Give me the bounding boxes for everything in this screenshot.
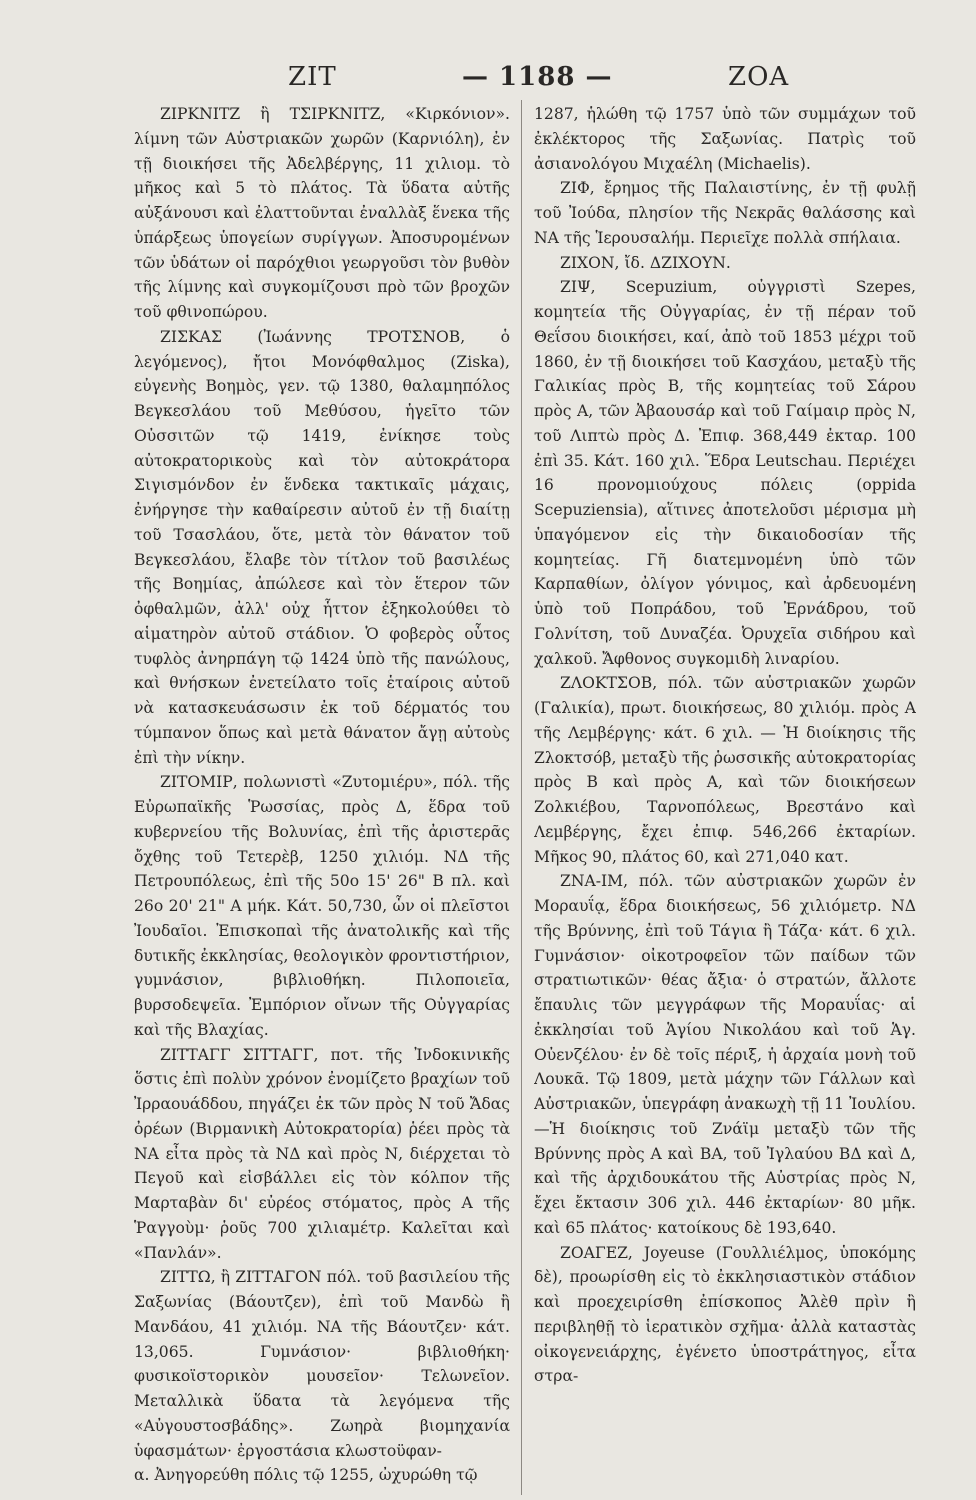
running-head-left: ΖΙΤ (288, 62, 337, 92)
entry-zitto-continued: α. Ἀνηγορεύθη πόλις τῷ 1255, ὠχυρώθη τῷ (134, 1466, 478, 1485)
left-column (134, 102, 510, 1492)
right-column (534, 102, 916, 1492)
entry-zitomir: ΖΙΤΟΜΙΡ, πολωνιστὶ «Ζυτομιέρυ», πόλ. τῆς Εὐρωπαϊκῆς Ῥωσσίας, πρὸς Δ, ἕδρα τοῦ κυβερνείου τῆς Βολυνίας, ἐπὶ τῆς ἀριστερᾶς ὄχθης τοῦ Τετερὲβ, 1250 χιλιόμ. ΝΔ τῆς Πετρουπόλεως, ἐπὶ τῆς 50ο 15' 26" Β πλ. καὶ 26ο 20' 21" Α μήκ. Κάτ. 50,730, ὧν οἱ πλεῖστοι Ἰουδαῖοι. Ἐπισκοπαὶ τῆς ἀνατολικῆς καὶ τῆς δυτικῆς ἐκκλησίας, θεολογικὸν φροντιστήριον, γυμνάσιον, βιβλιοθήκη. Πιλοποιεῖα, βυρσοδεψεῖα. Ἐμπόριον οἴνων τῆς Οὐγγαρίας καὶ τῆς Βλαχίας. (134, 773, 510, 1039)
entry-zitto: ΖΙΤΤΩ, ἢ ΖΙΤΤΑΓΟΝ πόλ. τοῦ βασιλείου τῆς Σαξωνίας (Βάουτζεν), ἐπὶ τοῦ Μανδὼ ἢ Μανδάου, 41 χιλιόμ. ΝΑ τῆς Βάουτζεν· κάτ. 13,065. Γυμνάσιον· βιβλιοθήκη· φυσικοϊστορικὸν μουσεῖον· Τελωνεῖον. Μεταλλικὰ ὕδατα τὰ λεγόμενα τῆς «Αὐγουστοσβάδης». Ζωηρὰ βιομηχανία ὑφασμάτων· ἐργοστάσια κλωστοϋφαν- (134, 1268, 510, 1460)
entry-zips: ΖΙΨ, Scepuzium, οὐγγριστὶ Szepes, κομητεία τῆς Οὐγγαρίας, ἐν τῇ πέραν τοῦ Θεΐσου διοικήσει, καί, ἀπὸ τοῦ 1853 μέχρι τοῦ 1860, ἐν τῇ διοικήσει τοῦ Κασχάου, μεταξὺ τῆς Γαλικίας πρὸς Β, τῆς κομητείας τοῦ Σάρου πρὸς Α, τῶν Ἀβαουσάρ καὶ τοῦ Γαίμαιρ πρὸς Ν, τοῦ Λιπτὼ πρὸς Δ. Ἐπιφ. 368,449 ἐκταρ. 100 ἐπὶ 35. Κάτ. 160 χιλ. Ἕδρα Leutschau. Περιέχει 16 προνομιούχους πόλεις (oppida Scepuziensia), αἵτινες ἀποτελοῦσι μέρισμα μὴ ὑπαγόμενον εἰς τὴν δικαιοδοσίαν τῆς κομητείας. Γῆ διατεμνομένη ὑπὸ τῶν Καρπαθίων, ὀλίγον γόνιμος, καὶ ἀρδευομένη ὑπὸ τοῦ Ποπράδου, τοῦ Ἐρνάδρου, τοῦ Γολνίτση, τοῦ Δυναζέα. Ὀρυχεῖα σιδήρου καὶ χαλκοῦ. Ἄφθονος συγκομιδὴ λιναρίου. (534, 278, 916, 668)
entry-zloktsov: ΖΛΟΚΤΣΟΒ, πόλ. τῶν αὐστριακῶν χωρῶν (Γαλικία), πρωτ. διοικήσεως, 80 χιλιόμ. πρὸς Α τῆς Λεμβέργης· κάτ. 6 χιλ. — Ἡ διοίκησις τῆς Ζλοκτσόβ, μεταξὺ τῆς ῥωσσικῆς αὐτοκρατορίας πρὸς Β καὶ πρὸς Α, καὶ τῶν διοικήσεων Ζολκιέβου, Ταρνοπόλεως, Βρεστάνο καὶ Λεμβέργης, ἔχει ἐπιφ. 546,266 ἐκταρίων. Μῆκος 90, πλάτος 60, καὶ 271,040 κατ. (534, 674, 916, 866)
entry-zoagez: ΖΟΑΓΕΖ, Joyeuse (Γουλλιέλμος, ὑποκόμης δὲ), προωρίσθη εἰς τὸ ἐκκλησιαστικὸν στάδιον καὶ προεχειρίσθη ἐπίσκοπος Ἀλὲθ πρὶν ἢ περιβληθῇ τὸ ἱερατικὸν σχῆμα· ἀλλὰ καταστὰς οἰκογενειάρχης, ἐγένετο ὑποστράτηγος, εἶτα στρα- (534, 1243, 916, 1386)
entry-zittang: ΖΙΤΤΑΓΓ ΣΙΤΤΑΓΓ, ποτ. τῆς Ἰνδοκινικῆς ὅστις ἐπὶ πολὺν χρόνον ἐνομίζετο βραχίων τοῦ Ἰρραουάδδου, πηγάζει ἐκ τῶν πρὸς Ν τοῦ Ἄδας ὀρέων (Βιρμανικὴ Αὐτοκρατορία) ῥέει πρὸς τὰ ΝΑ εἶτα πρὸς τὰ ΝΔ καὶ πρὸς Ν, διέρχεται τὸ Πεγοῦ καὶ εἰσβάλλει εἰς τὸν κόλπον τῆς Μαρταβὰν δι' εὐρέος στόματος, πρὸς Α τῆς Ῥαγγοὺμ· ῥοῦς 700 χιλιαμέτρ. Καλεῖται καὶ «Πανλάν». (134, 1045, 510, 1262)
entry-zichon: ΖΙΧΟΝ, ἴδ. ΔΖΙΧΟΥΝ. (560, 253, 731, 272)
running-head-right: ΖΟΑ (728, 62, 790, 92)
entry-zif: ΖΙΦ, ἔρημος τῆς Παλαιστίνης, ἐν τῇ φυλῇ τοῦ Ἰούδα, πλησίον τῆς Νεκρᾶς θαλάσσης καὶ ΝΑ τῆς Ἱερουσαλήμ. Περιεῖχε πολλὰ σπήλαια. (534, 179, 916, 247)
entry-zirknitz: ΖΙΡΚΝΙΤΖ ἢ ΤΣΙΡΚΝΙΤΖ, «Κιρκόνιον». λίμνη τῶν Αὐστριακῶν χωρῶν (Καρνιόλη), ἐν τῇ διοικήσει τῆς Ἀδελβέργης, 11 χιλιομ. τὸ μῆκος καὶ 5 τὸ πλάτος. Τὰ ὕδατα αὐτῆς αὐξάνουσι καὶ ἐλαττοῦνται ἐναλλὰξ ἕνεκα τῆς ὑπάρξεως ὑπογείων συρίγγων. Ἀποσυρομένων τῶν ὑδάτων οἱ παρόχθιοι γεωργοῦσι τὸν βυθὸν τῆς λίμνης καὶ συγκομίζουσι πρὸ τῶν βροχῶν τοῦ φθινοπώρου. (134, 105, 510, 321)
page-number: — 1188 — (462, 62, 613, 92)
column-divider (521, 100, 522, 1495)
entry-ziskas: ΖΙΣΚΑΣ (Ἰωάννης ΤΡΟΤΣΝΟΒ, ὁ λεγόμενος), ἤτοι Μονόφθαλμος (Ziska), εὐγενὴς Βοημὸς, γεν. τῷ 1380, θαλαμηπόλος Βεγκεσλάου τοῦ Μεθύσου, ἡγεῖτο τῶν Οὐσσιτῶν τῷ 1419, ἐνίκησε τοὺς αὐτοκρατορικοὺς καὶ τὸν αὐτοκράτορα Σιγισμόνδον ἐν ἕνδεκα τακτικαῖς μάχαις, ἐνήργησε τὴν καθαίρεσιν αὐτοῦ ἐν τῇ διαίτῃ τοῦ Τσασλάου, ὅτε, μετὰ τὸν θάνατον τοῦ Βεγκεσλάου, ἔλαβε τὸν τίτλον τοῦ βασιλέως τῆς Βοημίας, ἀπώλεσε καὶ τὸν ἕτερον τῶν ὀφθαλμῶν, ἀλλ' οὐχ ἧττον ἐξηκολούθει τὸ αἱματηρὸν αὐτοῦ στάδιον. Ὁ φοβερὸς οὗτος τυφλὸς ἀνηρπάγη τῷ 1424 ὑπὸ τῆς πανώλους, καὶ θνήσκων ἐνετείλατο τοῖς ἑταίροις αὐτοῦ νὰ κατασκευάσωσιν ἐκ τοῦ δέρματός του τύμπανον ὅπως καὶ μετὰ θάνατον ἄγῃ αὐτοὺς ἐπὶ τὴν νίκην. (134, 327, 510, 767)
entry-zitto-end: 1287, ἡλώθη τῷ 1757 ὑπὸ τῶν συμμάχων τοῦ ἐκλέκτορος τῆς Σαξωνίας. Πατρὶς τοῦ ἀσιανολόγου Μιχαέλη (Michaelis). (534, 105, 916, 173)
entry-znaim: ΖΝΑ-ΙΜ, πόλ. τῶν αὐστριακῶν χωρῶν ἐν Μοραυΐᾳ, ἕδρα διοικήσεως, 56 χιλιόμετρ. ΝΔ τῆς Βρύννης, ἐπὶ τοῦ Τάγια ἢ Τάζα· κάτ. 6 χιλ. Γυμνάσιον· οἰκοτροφεῖον τῶν παίδων τῶν στρατιωτικῶν· θέας ἄξια· ὁ στρατών, ἄλλοτε ἔπαυλις τῶν μεγγράφων τῆς Μοραυΐας· αἱ ἐκκλησίαι τοῦ Ἁγίου Νικολάου καὶ τοῦ Ἁγ. Οὐενζέλου· ἐν δὲ τοῖς πέριξ, ἡ ἀρχαία μονὴ τοῦ Λουκᾶ. Τῷ 1809, μετὰ μάχην τῶν Γάλλων καὶ Αὐστριακῶν, ὑπεγράφη ἀνακωχὴ τῇ 11 Ἰουλίου.—Ἡ διοίκησις τοῦ Ζνάϊμ μεταξὺ τῶν τῆς Βρύννης πρὸς Α καὶ ΒΑ, τοῦ Ἰγλαύου ΒΔ καὶ Δ, καὶ τῆς ἀρχιδουκάτου τῆς Αὐστρίας πρὸς Ν, ἔχει ἔκτασιν 306 χιλ. 446 ἐκταρίων· 80 μῆκ. καὶ 65 πλάτος· κατοίκους δὲ 193,640. (534, 872, 916, 1237)
